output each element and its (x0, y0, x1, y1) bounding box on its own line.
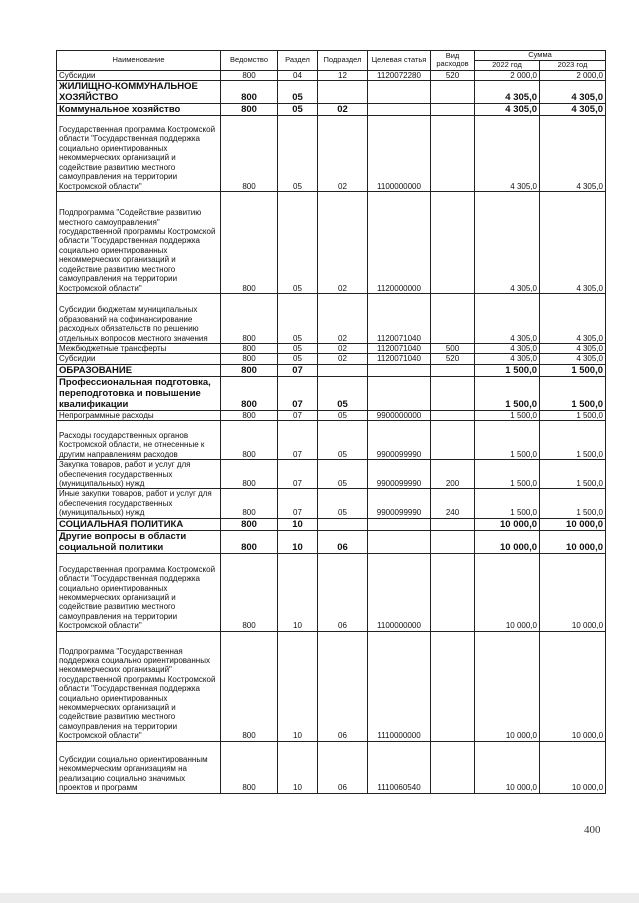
cell-y2022: 2 000,0 (475, 70, 540, 80)
cell-type: 520 (431, 70, 475, 80)
cell-subsection: 05 (318, 460, 368, 489)
cell-y2022: 4 305,0 (475, 343, 540, 353)
cell-subsection: 02 (318, 191, 368, 293)
cell-y2022: 1 500,0 (475, 460, 540, 489)
cell-y2023: 1 500,0 (540, 489, 606, 518)
cell-target (368, 103, 431, 115)
scan-edge (0, 893, 639, 903)
cell-dept: 800 (221, 115, 278, 191)
cell-type: 520 (431, 354, 475, 364)
table-row (57, 410, 606, 420)
cell-name: Коммунальное хозяйство (57, 103, 221, 115)
cell-y2023: 1 500,0 (540, 421, 606, 460)
cell-type (431, 376, 475, 410)
cell-y2023: 1 500,0 (540, 364, 606, 376)
cell-target: 1100000000 (368, 553, 431, 631)
cell-target: 1100000000 (368, 115, 431, 191)
cell-y2022: 1 500,0 (475, 489, 540, 518)
cell-target: 1120071040 (368, 354, 431, 364)
cell-y2023: 10 000,0 (540, 741, 606, 793)
cell-name: Субсидии бюджетам муниципальных образований на софинансирование расходных обязательств по решению отдельных вопросов местного значения (57, 293, 221, 343)
cell-type (431, 741, 475, 793)
cell-type (431, 191, 475, 293)
cell-section: 05 (278, 343, 318, 353)
cell-section: 05 (278, 293, 318, 343)
table-row (57, 364, 606, 376)
cell-dept: 800 (221, 191, 278, 293)
table-row (57, 343, 606, 353)
cell-section: 05 (278, 80, 318, 103)
cell-section: 07 (278, 460, 318, 489)
cell-y2023: 4 305,0 (540, 343, 606, 353)
cell-dept: 800 (221, 421, 278, 460)
cell-target: 9900099990 (368, 460, 431, 489)
cell-section: 07 (278, 410, 318, 420)
cell-y2023: 1 500,0 (540, 410, 606, 420)
cell-name: Государственная программа Костромской области "Государственная поддержка социально ориентированных некоммерческих организаций и содействие развитию местного самоуправления на территории Костромской области" (57, 553, 221, 631)
cell-y2022: 1 500,0 (475, 376, 540, 410)
cell-subsection: 06 (318, 553, 368, 631)
cell-y2022: 1 500,0 (475, 421, 540, 460)
cell-section: 07 (278, 489, 318, 518)
cell-dept: 800 (221, 489, 278, 518)
cell-type (431, 364, 475, 376)
table-row (57, 191, 606, 293)
table-row (57, 293, 606, 343)
cell-y2023: 10 000,0 (540, 631, 606, 741)
header-2023: 2023 год (540, 61, 606, 71)
cell-y2023: 1 500,0 (540, 376, 606, 410)
table-row (57, 530, 606, 553)
header-sum: Сумма (475, 51, 606, 61)
cell-y2022: 1 500,0 (475, 410, 540, 420)
cell-section: 10 (278, 530, 318, 553)
cell-subsection: 12 (318, 70, 368, 80)
cell-subsection: 06 (318, 530, 368, 553)
cell-target: 9900099990 (368, 421, 431, 460)
cell-y2022: 4 305,0 (475, 293, 540, 343)
cell-target: 9900000000 (368, 410, 431, 420)
cell-section: 07 (278, 376, 318, 410)
cell-dept: 800 (221, 741, 278, 793)
table-row (57, 115, 606, 191)
cell-type: 240 (431, 489, 475, 518)
table-header (57, 51, 606, 71)
cell-y2023: 10 000,0 (540, 518, 606, 530)
header-target: Целевая статья (368, 51, 431, 71)
cell-dept: 800 (221, 364, 278, 376)
cell-target (368, 376, 431, 410)
cell-section: 04 (278, 70, 318, 80)
header-section: Раздел (278, 51, 318, 71)
cell-name: Непрограммные расходы (57, 410, 221, 420)
cell-dept: 800 (221, 293, 278, 343)
cell-name: ЖИЛИЩНО-КОММУНАЛЬНОЕ ХОЗЯЙСТВО (57, 80, 221, 103)
cell-subsection: 05 (318, 421, 368, 460)
cell-dept: 800 (221, 70, 278, 80)
cell-section: 05 (278, 354, 318, 364)
cell-y2022: 10 000,0 (475, 553, 540, 631)
table-row (57, 518, 606, 530)
cell-type (431, 421, 475, 460)
cell-subsection: 02 (318, 115, 368, 191)
cell-dept: 800 (221, 553, 278, 631)
cell-target: 1110000000 (368, 631, 431, 741)
cell-name: Закупка товаров, работ и услуг для обеспечения государственных (муниципальных) нужд (57, 460, 221, 489)
cell-section: 07 (278, 421, 318, 460)
cell-name: СОЦИАЛЬНАЯ ПОЛИТИКА (57, 518, 221, 530)
cell-section: 10 (278, 741, 318, 793)
cell-y2022: 4 305,0 (475, 103, 540, 115)
cell-type (431, 518, 475, 530)
table-row (57, 460, 606, 489)
cell-dept: 800 (221, 518, 278, 530)
cell-dept: 800 (221, 103, 278, 115)
cell-y2023: 10 000,0 (540, 530, 606, 553)
table-row (57, 103, 606, 115)
cell-name: Межбюджетные трансферты (57, 343, 221, 353)
cell-subsection (318, 518, 368, 530)
header-2022: 2022 год (475, 61, 540, 71)
table-row (57, 489, 606, 518)
header-name: Наименование (57, 51, 221, 71)
header-dept: Ведомство (221, 51, 278, 71)
budget-table (56, 50, 606, 794)
cell-dept: 800 (221, 343, 278, 353)
cell-name: Субсидии (57, 354, 221, 364)
table-row (57, 631, 606, 741)
cell-name: Профессиональная подготовка, переподготовка и повышение квалификации (57, 376, 221, 410)
cell-y2023: 4 305,0 (540, 115, 606, 191)
cell-subsection: 02 (318, 103, 368, 115)
cell-dept: 800 (221, 410, 278, 420)
cell-y2023: 1 500,0 (540, 460, 606, 489)
cell-name: Субсидии (57, 70, 221, 80)
cell-dept: 800 (221, 530, 278, 553)
cell-target (368, 364, 431, 376)
table-row (57, 80, 606, 103)
cell-y2022: 4 305,0 (475, 191, 540, 293)
cell-subsection: 05 (318, 489, 368, 518)
cell-type: 500 (431, 343, 475, 353)
cell-section: 05 (278, 103, 318, 115)
cell-y2022: 4 305,0 (475, 80, 540, 103)
cell-y2023: 4 305,0 (540, 354, 606, 364)
table-body (57, 70, 606, 793)
cell-name: ОБРАЗОВАНИЕ (57, 364, 221, 376)
table-row (57, 376, 606, 410)
cell-name: Другие вопросы в области социальной политики (57, 530, 221, 553)
cell-section: 07 (278, 364, 318, 376)
cell-subsection (318, 80, 368, 103)
cell-type (431, 631, 475, 741)
cell-type (431, 115, 475, 191)
cell-subsection: 06 (318, 631, 368, 741)
cell-target: 1120000000 (368, 191, 431, 293)
cell-type (431, 553, 475, 631)
cell-target: 9900099990 (368, 489, 431, 518)
cell-subsection: 02 (318, 343, 368, 353)
table-row (57, 421, 606, 460)
cell-section: 05 (278, 191, 318, 293)
cell-subsection: 06 (318, 741, 368, 793)
cell-target (368, 518, 431, 530)
cell-subsection: 05 (318, 410, 368, 420)
header-type: Вид расходов (431, 51, 475, 71)
cell-dept: 800 (221, 80, 278, 103)
table-row (57, 70, 606, 80)
cell-dept: 800 (221, 631, 278, 741)
cell-section: 10 (278, 518, 318, 530)
cell-dept: 800 (221, 376, 278, 410)
cell-type (431, 293, 475, 343)
cell-target: 1120071040 (368, 343, 431, 353)
cell-y2022: 4 305,0 (475, 115, 540, 191)
cell-y2023: 10 000,0 (540, 553, 606, 631)
cell-y2023: 2 000,0 (540, 70, 606, 80)
cell-target: 1120072280 (368, 70, 431, 80)
cell-name: Государственная программа Костромской области "Государственная поддержка социально ориентированных некоммерческих организаций и содействие развитию местного самоуправления на территории Костромской области" (57, 115, 221, 191)
cell-y2023: 4 305,0 (540, 293, 606, 343)
cell-target (368, 80, 431, 103)
cell-subsection: 05 (318, 376, 368, 410)
cell-target (368, 530, 431, 553)
page-number: 400 (584, 824, 601, 836)
cell-name: Расходы государственных органов Костромской области, не отнесенные к другим направлениям расходов (57, 421, 221, 460)
cell-section: 10 (278, 631, 318, 741)
cell-subsection: 02 (318, 354, 368, 364)
cell-target: 1120071040 (368, 293, 431, 343)
cell-y2022: 10 000,0 (475, 741, 540, 793)
cell-type (431, 80, 475, 103)
cell-y2023: 4 305,0 (540, 80, 606, 103)
cell-name: Подпрограмма "Содействие развитию местного самоуправления" государственной программы Костромской области "Государственная поддержка социально ориентированных некоммерческих организаций и содействие развитию местного самоуправления на территории Костромской области" (57, 191, 221, 293)
cell-target: 1110060540 (368, 741, 431, 793)
cell-type (431, 410, 475, 420)
cell-y2023: 4 305,0 (540, 103, 606, 115)
cell-y2022: 4 305,0 (475, 354, 540, 364)
cell-name: Субсидии социально ориентированным некоммерческим организациям на реализацию социально значимых проектов и программ (57, 741, 221, 793)
cell-name: Подпрограмма "Государственная поддержка социально ориентированных некоммерческих организаций" государственной программы Костромской области "Государственная поддержка социально ориентированных некоммерческих организаций и содействие развитию местного самоуправления на территории Костромской области" (57, 631, 221, 741)
cell-y2022: 10 000,0 (475, 530, 540, 553)
cell-subsection (318, 364, 368, 376)
cell-type (431, 103, 475, 115)
cell-type: 200 (431, 460, 475, 489)
header-subsection: Подраздел (318, 51, 368, 71)
cell-name: Иные закупки товаров, работ и услуг для обеспечения государственных (муниципальных) нужд (57, 489, 221, 518)
cell-y2022: 10 000,0 (475, 631, 540, 741)
cell-y2023: 4 305,0 (540, 191, 606, 293)
table-row (57, 553, 606, 631)
cell-subsection: 02 (318, 293, 368, 343)
table-row (57, 741, 606, 793)
cell-dept: 800 (221, 354, 278, 364)
cell-type (431, 530, 475, 553)
cell-dept: 800 (221, 460, 278, 489)
cell-y2022: 1 500,0 (475, 364, 540, 376)
cell-y2022: 10 000,0 (475, 518, 540, 530)
cell-section: 10 (278, 553, 318, 631)
table-row (57, 354, 606, 364)
cell-section: 05 (278, 115, 318, 191)
